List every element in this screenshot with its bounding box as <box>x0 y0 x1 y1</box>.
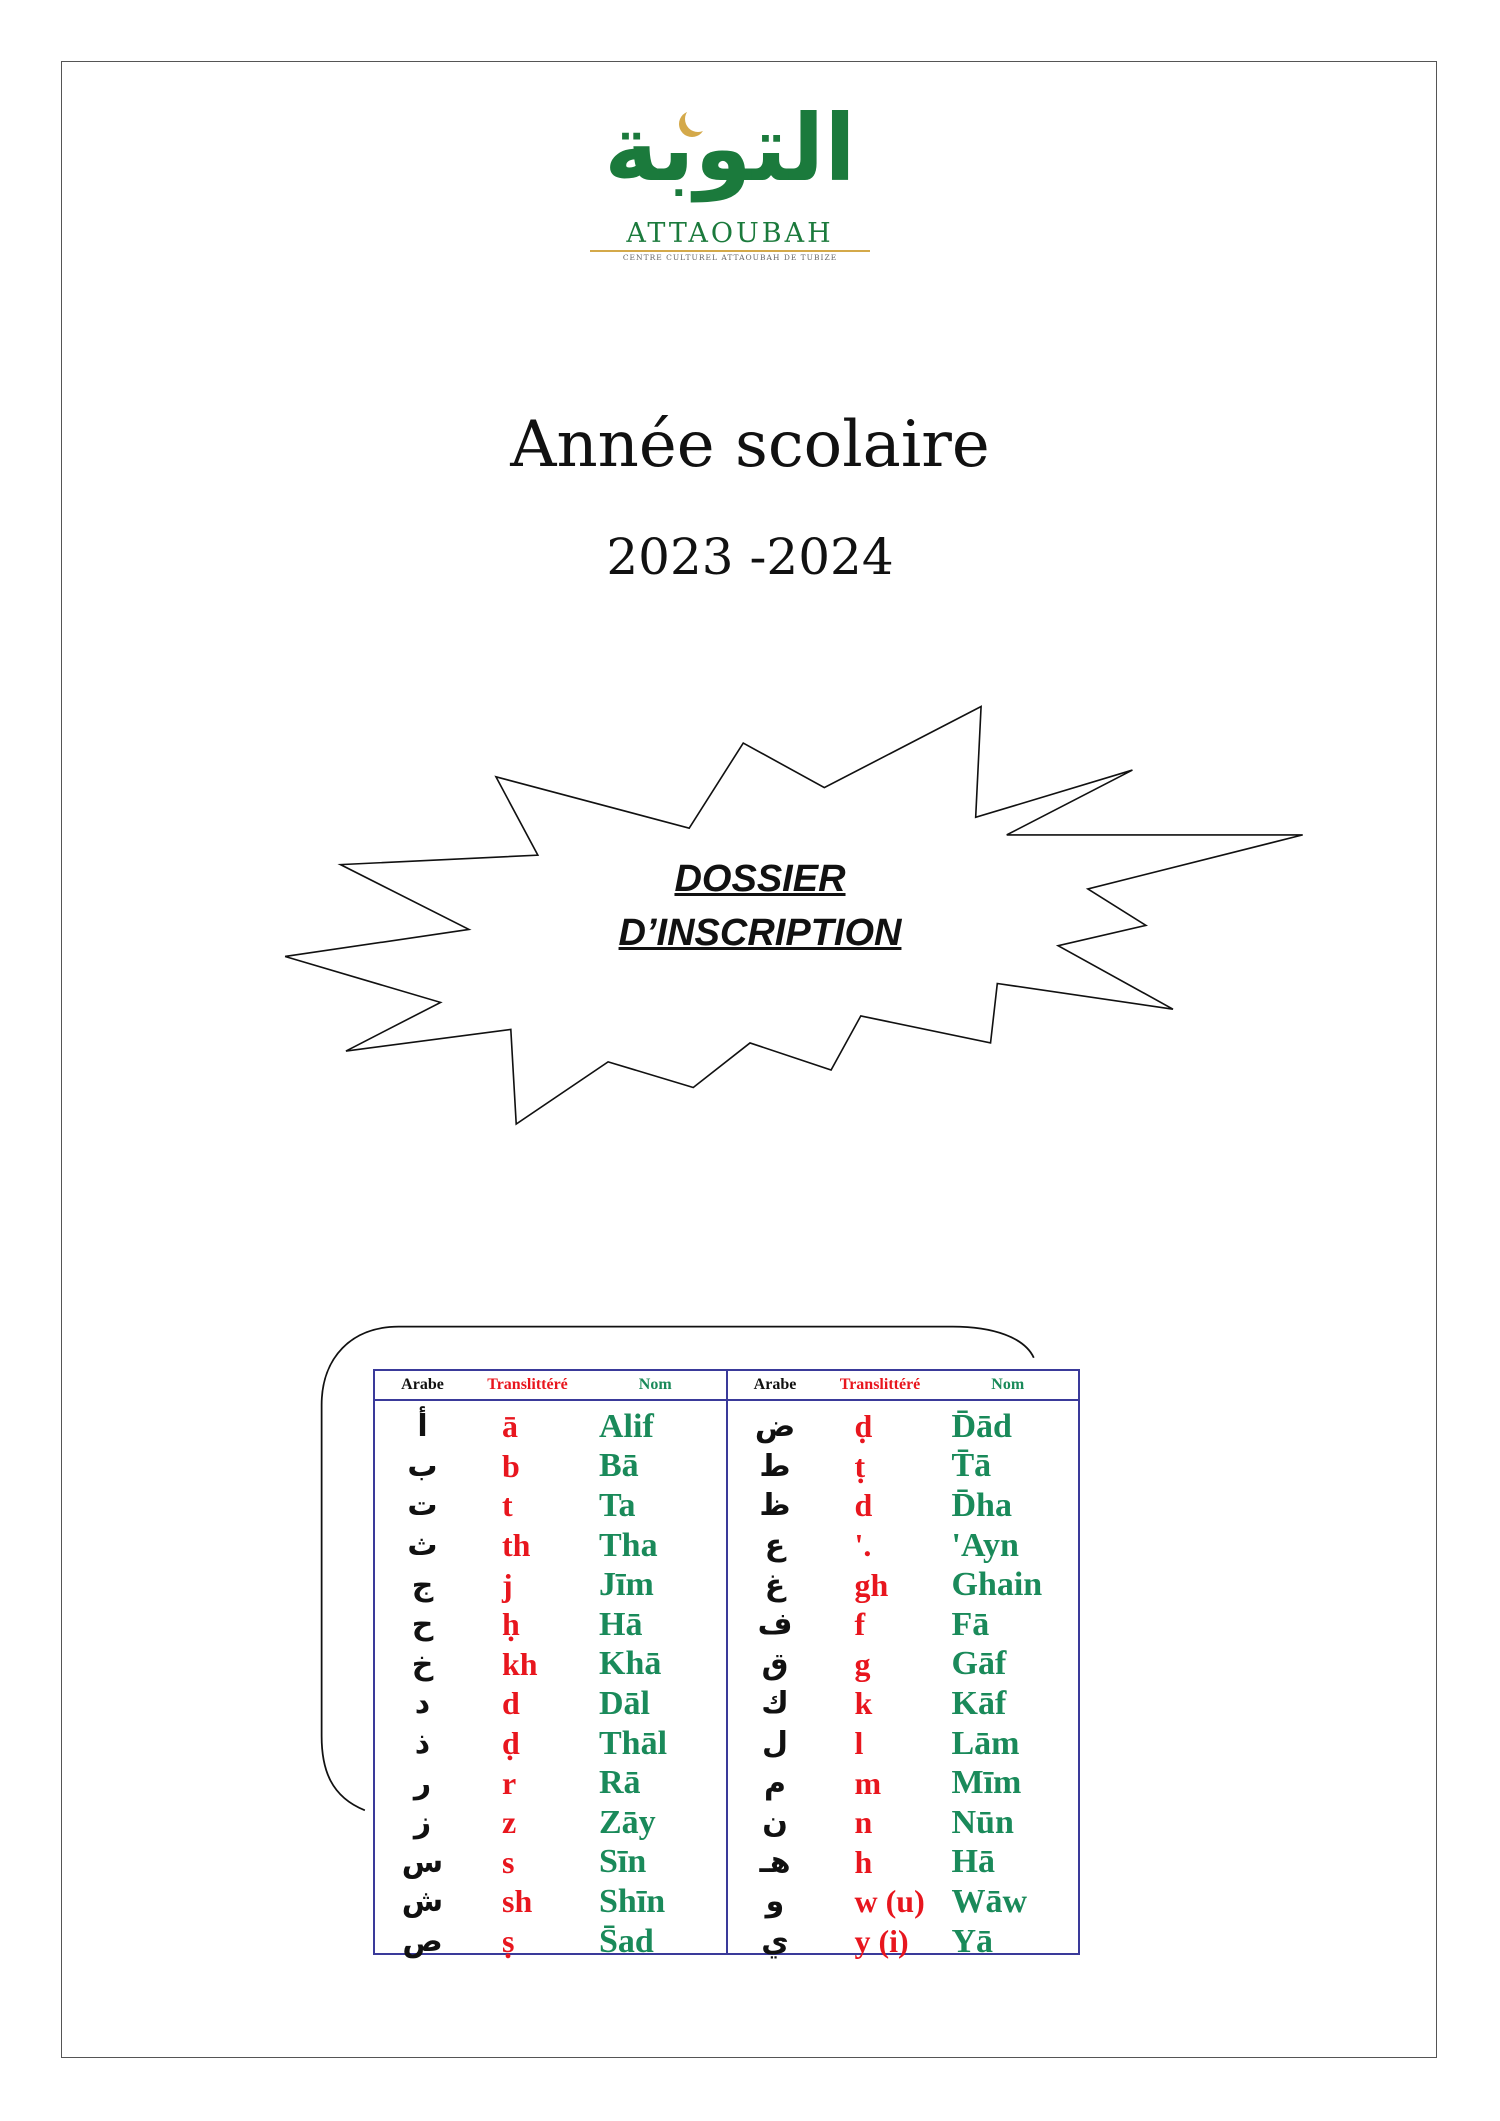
table-row <box>375 1447 726 1487</box>
letter-name: Bā <box>599 1447 639 1485</box>
header-nom: Nom <box>638 1376 672 1393</box>
letter-name: Thāl <box>599 1724 668 1762</box>
arabic-letter: ج <box>411 1567 434 1603</box>
table-row <box>375 1803 726 1843</box>
letter-name: Zāy <box>599 1803 656 1841</box>
letter-name: Ta <box>599 1486 636 1524</box>
transliteration: h <box>854 1843 873 1880</box>
transliteration: g <box>854 1645 871 1682</box>
transliteration: ḥ <box>502 1606 520 1643</box>
letter-name: S̄ad <box>599 1922 654 1960</box>
arabic-letter: ظ <box>759 1488 791 1524</box>
dossier-title-line1: DOSSIER <box>674 858 846 900</box>
arabic-letter: ض <box>754 1409 796 1445</box>
letter-name: D̄ha <box>951 1486 1012 1524</box>
header-arabe: Arabe <box>753 1376 797 1393</box>
arabic-letter: ب <box>407 1448 438 1484</box>
transliteration: gh <box>854 1566 889 1603</box>
arabic-letter: ك <box>761 1686 789 1722</box>
arabic-letter: ح <box>411 1607 434 1643</box>
letter-name: Khā <box>599 1645 662 1683</box>
header-arabe: Arabe <box>401 1376 444 1393</box>
transliteration: '. <box>854 1527 872 1564</box>
arabic-letter: و <box>765 1884 785 1920</box>
header-translit: Translittéré <box>839 1376 921 1393</box>
letter-name: Ghain <box>951 1566 1043 1604</box>
letter-name: Kāf <box>951 1684 1007 1722</box>
letter-name: Lām <box>951 1724 1020 1762</box>
table-row <box>728 1763 1079 1803</box>
table-row <box>728 1882 1079 1922</box>
letter-name: Tha <box>599 1526 658 1564</box>
letter-name: Rā <box>599 1764 641 1802</box>
transliteration: ṣ <box>502 1923 515 1960</box>
letter-name: Alif <box>599 1407 654 1445</box>
header-translit: Translittéré <box>487 1376 568 1393</box>
arabic-alphabet-table <box>373 1369 1080 1960</box>
letter-name: Fā <box>951 1605 990 1643</box>
arabic-letter: هـ <box>759 1844 791 1880</box>
arabic-letter: ر <box>413 1765 432 1801</box>
table-row <box>375 1763 726 1803</box>
alphabet-rows-right <box>728 1401 1079 1961</box>
table-row <box>728 1447 1079 1487</box>
letter-name: Hā <box>599 1605 643 1643</box>
arabic-letter: ز <box>413 1805 432 1841</box>
logo-name: ATTAOUBAH <box>626 218 834 249</box>
arabic-letter: د <box>414 1686 431 1722</box>
table-row <box>375 1486 726 1526</box>
school-year-title: Année scolaire <box>510 408 990 482</box>
letter-name: Wāw <box>951 1882 1028 1920</box>
arabic-letter: ت <box>407 1488 438 1524</box>
transliteration: b <box>502 1447 520 1484</box>
table-row <box>375 1645 726 1685</box>
arabic-letter: ع <box>764 1528 786 1564</box>
table-row <box>728 1605 1079 1645</box>
transliteration: n <box>854 1804 873 1841</box>
table-row <box>375 1407 726 1447</box>
arabic-letter: ذ <box>414 1726 431 1762</box>
letter-name: Sīn <box>599 1843 647 1881</box>
table-row <box>728 1645 1079 1685</box>
table-row <box>375 1526 726 1566</box>
transliteration: kh <box>502 1645 538 1682</box>
arabic-letter: ط <box>759 1448 791 1484</box>
transliteration: f <box>854 1606 866 1643</box>
arabic-letter: ث <box>407 1528 438 1564</box>
dossier-title-line2: D’INSCRIPTION <box>618 912 902 954</box>
table-row <box>728 1843 1079 1883</box>
transliteration: th <box>502 1527 531 1564</box>
table-row <box>375 1565 726 1605</box>
arabic-letter: ن <box>762 1805 788 1841</box>
alphabet-left-half <box>375 1371 728 1960</box>
table-header <box>728 1371 1079 1401</box>
table-row <box>728 1803 1079 1843</box>
arabic-letter: أ <box>417 1409 428 1445</box>
transliteration: d <box>854 1487 873 1524</box>
table-row <box>728 1724 1079 1764</box>
transliteration: r <box>502 1764 517 1801</box>
letter-name: Gāf <box>951 1645 1007 1683</box>
transliteration: ḍ <box>502 1725 520 1762</box>
logo-arabic-calligraphy: التوبة <box>604 95 856 202</box>
transliteration: t <box>502 1487 513 1524</box>
table-row <box>375 1843 726 1883</box>
alphabet-rows-left <box>375 1401 726 1961</box>
table-row <box>728 1407 1079 1447</box>
letter-name: Shīn <box>599 1882 666 1920</box>
transliteration: ā <box>502 1408 518 1445</box>
arabic-letter: ل <box>761 1726 789 1762</box>
table-row <box>728 1565 1079 1605</box>
letter-name: 'Ayn <box>951 1526 1019 1564</box>
letter-name: Nūn <box>951 1803 1014 1841</box>
transliteration: m <box>854 1764 882 1801</box>
transliteration: l <box>854 1725 864 1762</box>
transliteration: y (i) <box>854 1923 909 1960</box>
arabic-letter: م <box>764 1765 786 1801</box>
table-row <box>375 1684 726 1724</box>
arabic-letter: غ <box>764 1567 786 1603</box>
transliteration: w (u) <box>854 1883 925 1920</box>
letter-name: T̄ā <box>951 1447 992 1485</box>
transliteration: z <box>502 1804 517 1841</box>
transliteration: k <box>854 1685 873 1722</box>
letter-name: Yā <box>951 1922 994 1960</box>
arabic-letter: ق <box>761 1646 789 1682</box>
table-row <box>375 1922 726 1962</box>
header-nom: Nom <box>991 1376 1025 1393</box>
arabic-letter: س <box>401 1844 444 1880</box>
transliteration: ḍ <box>854 1408 873 1445</box>
arabic-letter: ش <box>401 1884 444 1920</box>
arabic-letter: ف <box>757 1607 793 1643</box>
table-row <box>728 1922 1079 1962</box>
transliteration: d <box>502 1685 520 1722</box>
logo-subtitle: CENTRE CULTUREL ATTAOUBAH DE TUBIZE <box>622 253 838 262</box>
table-row <box>375 1882 726 1922</box>
letter-name: Jīm <box>599 1566 654 1604</box>
table-row <box>375 1605 726 1645</box>
table-row <box>375 1724 726 1764</box>
table-row <box>728 1684 1079 1724</box>
letter-name: Mīm <box>951 1764 1022 1802</box>
arabic-letter: ص <box>402 1924 443 1960</box>
transliteration: sh <box>502 1883 533 1920</box>
arabic-letter: خ <box>411 1646 434 1682</box>
letter-name: Dāl <box>599 1684 650 1722</box>
table-row <box>728 1526 1079 1566</box>
letter-name: D̄ād <box>951 1407 1012 1445</box>
school-year: 2023 -2024 <box>606 528 894 586</box>
arabic-letter: ي <box>761 1924 789 1960</box>
transliteration: j <box>502 1566 513 1603</box>
alphabet-right-half <box>728 1371 1079 1960</box>
table-row <box>728 1486 1079 1526</box>
table-header <box>375 1371 726 1401</box>
transliteration: s <box>502 1843 515 1880</box>
letter-name: Hā <box>951 1843 995 1881</box>
transliteration: ṭ <box>854 1447 866 1484</box>
